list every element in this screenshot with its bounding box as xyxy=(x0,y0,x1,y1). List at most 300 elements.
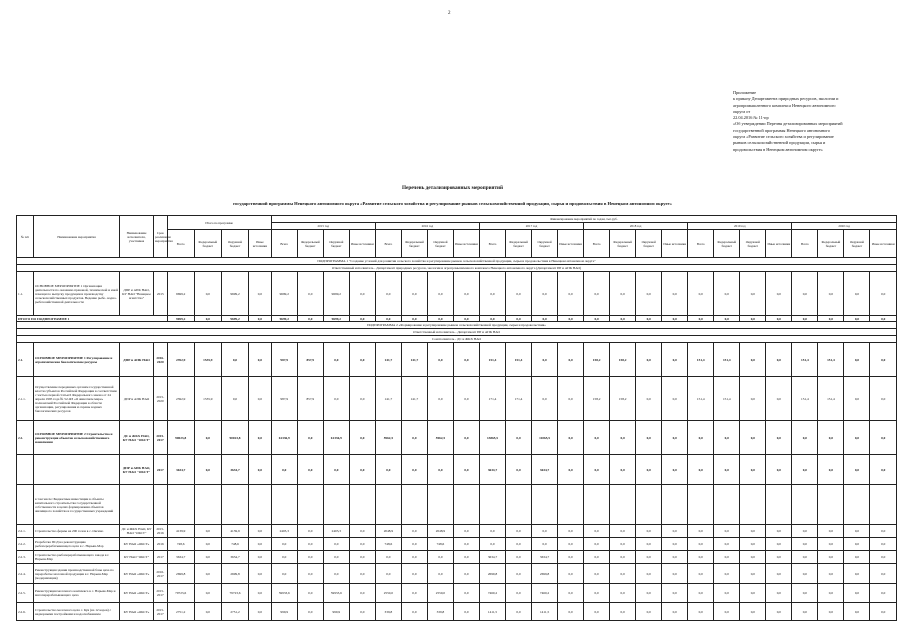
row-value: 0,0 xyxy=(427,551,453,564)
row-value: 0,0 xyxy=(714,551,740,564)
row-value: 0,0 xyxy=(844,603,870,621)
row-value: 0,0 xyxy=(558,584,584,603)
row-value: 0,0 xyxy=(688,603,714,621)
row-value: 0,0 xyxy=(323,564,349,584)
row-value: 0,0 xyxy=(662,455,688,485)
row-value: 0,0 xyxy=(740,377,766,421)
row-value: 0,0 xyxy=(870,272,897,316)
row-value: 5962,5 xyxy=(375,421,401,455)
row-value: 0,0 xyxy=(844,343,870,377)
row-name: ОСНОВНОЕ МЕРОПРИЯТИЕ 1 Организация деятельности по оказанию правовой, технической и иной помощи по выпуску продукции и производству сельскохозяйственных продуктов. Ведение рыбо- водно-рыбохозяйственной деятельности xyxy=(33,272,119,316)
row-value: 0,0 xyxy=(249,343,272,377)
row-value: 151,4 xyxy=(792,377,818,421)
table-row xyxy=(17,485,897,525)
row-value xyxy=(662,485,688,525)
row-executor: КУ НАО «ОКСТ» xyxy=(120,538,154,551)
row-value: 0,0 xyxy=(271,564,297,584)
row-value: 0,0 xyxy=(792,584,818,603)
header-subcolumn: Всего xyxy=(167,230,194,258)
row-value: 0,0 xyxy=(714,603,740,621)
total-value: 0,0 xyxy=(194,316,221,322)
row-value: 0,0 xyxy=(221,377,248,421)
header-subcolumn: Иные источники xyxy=(766,230,792,258)
row-value: 0,0 xyxy=(662,603,688,621)
row-value: 0,0 xyxy=(453,603,479,621)
row-value: 0,0 xyxy=(271,455,297,485)
row-number xyxy=(17,455,34,485)
row-value: 2048,9 xyxy=(427,525,453,538)
row-value: 2392,9 xyxy=(167,343,194,377)
row-value: 0,0 xyxy=(584,525,610,538)
row-value: 0,0 xyxy=(506,421,532,455)
row-value: 0,0 xyxy=(427,272,453,316)
row-value: 0,0 xyxy=(453,538,479,551)
row-value: 3634,7 xyxy=(221,455,248,485)
row-value: 0,0 xyxy=(584,603,610,621)
row-value: 1411,5 xyxy=(532,603,558,621)
row-number: 2.2. xyxy=(17,421,34,455)
row-value: 0,0 xyxy=(453,272,479,316)
row-value: 0,0 xyxy=(584,584,610,603)
row-value xyxy=(221,485,248,525)
row-value: 7460,2 xyxy=(532,584,558,603)
row-value: 0,0 xyxy=(636,377,662,421)
row-value: 0,0 xyxy=(610,421,636,455)
header-subcolumn: Федеральный бюджет xyxy=(401,230,427,258)
row-value: 0,0 xyxy=(870,538,897,551)
row-value: 0,0 xyxy=(271,551,297,564)
row-executor: КУ НАО «ОКСТ» xyxy=(120,584,154,603)
total-value: 9699,2 xyxy=(167,316,194,322)
row-value xyxy=(349,485,375,525)
row-value: 0,0 xyxy=(610,603,636,621)
row-value: 0,0 xyxy=(610,538,636,551)
table-row xyxy=(17,455,897,485)
total-value: 0,0 xyxy=(766,316,792,322)
row-value: 0,0 xyxy=(323,343,349,377)
header-term: Срок реализации мероприятия xyxy=(154,216,168,258)
row-value: 0,0 xyxy=(714,455,740,485)
header-year: 2019 год xyxy=(688,223,792,230)
row-value: 0,0 xyxy=(636,525,662,538)
row-value: 151,4 xyxy=(506,343,532,377)
row-value: 0,0 xyxy=(375,564,401,584)
row-value: 0,0 xyxy=(870,377,897,421)
row-value: 0,0 xyxy=(506,551,532,564)
row-value: 0,0 xyxy=(792,421,818,455)
row-term: 2017 xyxy=(154,455,168,485)
row-value: 4139,9 xyxy=(221,525,248,538)
total-value: 9699,2 xyxy=(221,316,248,322)
total-value: 0,0 xyxy=(532,316,558,322)
row-value: 61336,9 xyxy=(271,421,297,455)
row-value: 1535,9 xyxy=(194,377,221,421)
row-value: 5962,5 xyxy=(427,421,453,455)
row-value: 151,4 xyxy=(792,343,818,377)
row-value xyxy=(792,485,818,525)
row-value xyxy=(818,485,844,525)
row-term: 2015-2017 xyxy=(154,603,168,621)
row-value: 141,7 xyxy=(375,377,401,421)
header-year: 2018 год xyxy=(584,223,688,230)
row-value: 0,0 xyxy=(636,551,662,564)
row-name: Осуществление переданных органам государственной власти субъектов Российской Федерации в соответствии с частью первой статьи 6 Федерального закона от 24 апреля 1995 года № 52-ФЗ «О животном мире» полномочий Российской Федерации в области организации, регулирования и охраны водных биологических ресурсов xyxy=(33,377,119,421)
header-year: 2016 год xyxy=(375,223,479,230)
row-value: 0,0 xyxy=(844,584,870,603)
header-subcolumn: Федеральный бюджет xyxy=(610,230,636,258)
row-value: 2751,2 xyxy=(167,603,194,621)
total-value: 0,0 xyxy=(401,316,427,322)
row-value: 748,6 xyxy=(167,538,194,551)
row-value: 748,6 xyxy=(427,538,453,551)
row-value xyxy=(249,485,272,525)
row-value: 3634,7 xyxy=(479,551,505,564)
row-value: 0,0 xyxy=(558,421,584,455)
row-value: 0,0 xyxy=(636,272,662,316)
row-value: 151,4 xyxy=(714,377,740,421)
row-value: 0,0 xyxy=(636,603,662,621)
row-value: 0,0 xyxy=(453,584,479,603)
total-value: 0,0 xyxy=(349,316,375,322)
row-value: 0,0 xyxy=(740,603,766,621)
row-number xyxy=(17,485,34,525)
row-value: 0,0 xyxy=(610,272,636,316)
row-value: 0,0 xyxy=(766,455,792,485)
table-row xyxy=(17,551,897,564)
row-value: 0,0 xyxy=(792,455,818,485)
row-value: 0,0 xyxy=(740,272,766,316)
row-value: 0,0 xyxy=(714,272,740,316)
row-value: 0,0 xyxy=(870,455,897,485)
header-subcolumn: Федеральный бюджет xyxy=(194,230,221,258)
row-name: Строительство рыбоперерабатывающего завода в г. Нарьян-Мар xyxy=(33,551,119,564)
row-value: 0,0 xyxy=(453,377,479,421)
header-year: 2017 год xyxy=(479,223,583,230)
table-row xyxy=(17,603,897,621)
header-total-group: Итого по программе xyxy=(167,216,271,230)
row-term: 2015-2020 xyxy=(154,377,168,421)
header-subcolumn: Федеральный бюджет xyxy=(714,230,740,258)
document-title: Перечень детализированных мероприятий xyxy=(402,185,503,191)
row-value: 0,0 xyxy=(818,584,844,603)
row-name: в том числе: Бюджетные инвестиции в объекты капитального строительства государственной собственности в целях формирования объектов жилищного хозяйства и государственных учреждений xyxy=(33,485,119,525)
row-value: 0,0 xyxy=(766,343,792,377)
header-name: Наименование мероприятия xyxy=(33,216,119,258)
row-value: 0,0 xyxy=(792,551,818,564)
row-value: 0,0 xyxy=(688,455,714,485)
row-value: 3634,7 xyxy=(167,551,194,564)
row-value: 0,0 xyxy=(323,455,349,485)
row-value: 151,4 xyxy=(714,343,740,377)
row-value: 0,0 xyxy=(532,538,558,551)
row-value: 0,0 xyxy=(610,455,636,485)
table-row xyxy=(17,584,897,603)
row-value: 0,0 xyxy=(766,525,792,538)
total-value: 0,0 xyxy=(662,316,688,322)
row-value: 0,0 xyxy=(532,343,558,377)
row-value: 748,6 xyxy=(375,538,401,551)
total-value: 0,0 xyxy=(792,316,818,322)
row-value: 339,8 xyxy=(375,603,401,621)
row-value: 0,0 xyxy=(249,421,272,455)
header-subcolumn: Федеральный бюджет xyxy=(297,230,323,258)
row-value: 0,0 xyxy=(558,551,584,564)
row-value: 3634,7 xyxy=(221,551,248,564)
row-number: 2.2.6. xyxy=(17,603,34,621)
row-value: 0,0 xyxy=(249,564,272,584)
row-name: ОСНОВНОЕ МЕРОПРИЯТИЕ 2 Строительство и реконструкция объектов сельскохозяйственного назначения xyxy=(33,421,119,455)
row-value: 0,0 xyxy=(818,564,844,584)
row-value: 9699,2 xyxy=(323,272,349,316)
row-value: 0,0 xyxy=(740,538,766,551)
row-value xyxy=(297,485,323,525)
row-value: 0,0 xyxy=(870,564,897,584)
note-line: 22.04.2016 № 11-пр xyxy=(733,115,769,121)
row-value xyxy=(558,485,584,525)
document-subtitle: государственной программы Ненецкого автономного округа «Развитие сельского хозяйства и регулирование рынков сельскохозяйственной продукции, сырья и продовольствия в Ненецком автономном округе» xyxy=(233,201,672,206)
row-number: 1.1. xyxy=(17,272,34,316)
header-subcolumn: Иные источники xyxy=(453,230,479,258)
row-value: 0,0 xyxy=(271,538,297,551)
table-row xyxy=(17,538,897,551)
row-value: 0,0 xyxy=(636,584,662,603)
row-value: 171,4 xyxy=(506,377,532,421)
header-subcolumn: Окружной бюджет xyxy=(221,230,248,258)
row-value xyxy=(844,485,870,525)
row-value: 0,0 xyxy=(194,455,221,485)
row-name: Строительство молочного цеха с. Куя (на 12 коров) с надворными постройками и водоснабжением xyxy=(33,603,119,621)
row-value: 0,0 xyxy=(349,538,375,551)
row-value: 0,0 xyxy=(844,455,870,485)
header-subcolumn: Иные источники xyxy=(558,230,584,258)
row-value: 0,0 xyxy=(662,551,688,564)
row-value: 0,0 xyxy=(297,272,323,316)
row-value: 2403,3 xyxy=(323,525,349,538)
row-value: 0,0 xyxy=(401,603,427,621)
responsible-executor-row xyxy=(17,265,897,272)
row-value: 0,0 xyxy=(740,455,766,485)
row-value: 9699,2 xyxy=(167,272,194,316)
row-value: 0,0 xyxy=(584,564,610,584)
row-value: 0,0 xyxy=(610,584,636,603)
row-value: 0,0 xyxy=(349,564,375,584)
row-value: 0,0 xyxy=(249,538,272,551)
header-financing-group: Финансирование мероприятий по годам, тыс.руб. xyxy=(271,216,896,223)
responsible-executor: Ответственный исполнитель - Департамент природных ресурсов, экологии и агропромышленного комплекса Ненецкого автономного округа (Департамент ПР и АПК НАО) xyxy=(17,265,897,272)
row-value: 0,0 xyxy=(349,603,375,621)
header-number: № п/п xyxy=(17,216,34,258)
row-executor: ДС и ЖКХ НАО, КУ НАО "ОКСТ" xyxy=(120,421,154,455)
row-executor: ДПР и АПК НАО xyxy=(120,377,154,421)
row-value: 11065,5 xyxy=(532,421,558,455)
row-value: 0,0 xyxy=(688,551,714,564)
total-value: 0,0 xyxy=(249,316,272,322)
table-row xyxy=(17,272,897,316)
row-value: 0,0 xyxy=(636,564,662,584)
row-value: 0,0 xyxy=(636,538,662,551)
row-value: 987,9 xyxy=(271,377,297,421)
row-value: 339,8 xyxy=(427,603,453,621)
row-value: 0,0 xyxy=(297,525,323,538)
row-executor: ДС и ЖКХ НАО, КУ НАО "ОКСТ" xyxy=(120,525,154,538)
total-value: 0,0 xyxy=(297,316,323,322)
row-value: 748,6 xyxy=(221,538,248,551)
row-value xyxy=(636,485,662,525)
row-value: 0,0 xyxy=(249,525,272,538)
total-value: 0,0 xyxy=(636,316,662,322)
row-value: 0,0 xyxy=(194,525,221,538)
row-value xyxy=(740,485,766,525)
row-value xyxy=(766,485,792,525)
row-value: 0,0 xyxy=(249,455,272,485)
row-value: 0,0 xyxy=(662,343,688,377)
total-value: 0,0 xyxy=(375,316,401,322)
row-name: Реконструкция молочного комплекса в с. Нарьян-Мар и мясоперерабатывающего цеха xyxy=(33,584,119,603)
row-value: 0,0 xyxy=(194,551,221,564)
row-value: 0,0 xyxy=(740,343,766,377)
row-value: 0,0 xyxy=(740,525,766,538)
row-value: 0,0 xyxy=(844,564,870,584)
row-value: 0,0 xyxy=(349,455,375,485)
row-value: 171,4 xyxy=(479,377,505,421)
row-value: 0,0 xyxy=(844,551,870,564)
row-value xyxy=(271,485,297,525)
row-value: 0,0 xyxy=(610,525,636,538)
total-value: 0,0 xyxy=(453,316,479,322)
row-name: Реконструкция здания производственной базы цеха по переработке молочной продукции в г. Нарьян-Мар (модернизация) xyxy=(33,564,119,584)
row-value: 0,0 xyxy=(349,377,375,421)
row-value: 79723,6 xyxy=(167,584,194,603)
section-title: ПОДПРОГРАММА 2 «Формирование и регулирование рынков сельскохозяйственной продукции, сырья и продовольствия» xyxy=(17,322,897,329)
row-executor: КУ НАО «ОКСТ» xyxy=(120,603,154,621)
row-value: 141,7 xyxy=(375,343,401,377)
row-value: 2048,9 xyxy=(375,525,401,538)
page-number: 2 xyxy=(448,11,451,16)
row-value: 0,0 xyxy=(401,584,427,603)
row-value: 0,0 xyxy=(662,564,688,584)
row-term: 2015-2017 xyxy=(154,421,168,455)
row-value: 0,0 xyxy=(401,538,427,551)
note-line: округа «Развитие сельского хозяйства и регулирование xyxy=(733,134,834,140)
row-value: 0,0 xyxy=(636,343,662,377)
row-value: 0,0 xyxy=(610,551,636,564)
note-line: к приказу Департамента природных ресурсов, экологии и xyxy=(733,96,839,102)
row-value: 0,0 xyxy=(740,551,766,564)
row-value: 0,0 xyxy=(792,564,818,584)
header-subcolumn: Федеральный бюджет xyxy=(506,230,532,258)
row-value: 0,0 xyxy=(688,421,714,455)
row-value: 857,9 xyxy=(297,343,323,377)
header-executor: Наименование исполнителя, участников xyxy=(120,216,154,258)
row-value: 151,4 xyxy=(479,343,505,377)
row-value: 61336,9 xyxy=(323,421,349,455)
row-value: 158,2 xyxy=(584,377,610,421)
row-value: 0,0 xyxy=(558,564,584,584)
co-executor-row xyxy=(17,336,897,343)
row-value: 3634,7 xyxy=(479,455,505,485)
row-value: 0,0 xyxy=(870,551,897,564)
row-value: 0,0 xyxy=(532,377,558,421)
total-value: 0,0 xyxy=(714,316,740,322)
row-value: 2699,8 xyxy=(532,564,558,584)
row-value: 0,0 xyxy=(297,564,323,584)
note-line: государственной программы Ненецкого автономного xyxy=(733,127,831,133)
row-value: 0,0 xyxy=(818,538,844,551)
row-value: 0,0 xyxy=(584,551,610,564)
row-value: 0,0 xyxy=(297,455,323,485)
row-value: 0,0 xyxy=(792,603,818,621)
row-value: 0,0 xyxy=(662,377,688,421)
co-executor: Соисполнитель - ДС и ЖКХ НАО xyxy=(17,336,897,343)
row-value: 0,0 xyxy=(714,584,740,603)
row-value xyxy=(323,485,349,525)
row-value: 59933,6 xyxy=(323,584,349,603)
row-value: 0,0 xyxy=(427,455,453,485)
row-value: 0,0 xyxy=(740,421,766,455)
row-name xyxy=(33,455,119,485)
row-value: 0,0 xyxy=(297,584,323,603)
row-number: 2.2.3. xyxy=(17,551,34,564)
row-value xyxy=(610,485,636,525)
row-value: 0,0 xyxy=(558,343,584,377)
row-value: 0,0 xyxy=(249,551,272,564)
row-executor: ДПР и АПК НАО, КУ НАО "ОКСТ" xyxy=(120,455,154,485)
row-value: 0,0 xyxy=(662,584,688,603)
note-line: «Об утверждении Перечня детализированных мероприятий xyxy=(733,121,843,127)
row-value: 0,0 xyxy=(688,272,714,316)
row-value: 3634,7 xyxy=(532,455,558,485)
total-value: 0,0 xyxy=(870,316,897,322)
row-value: 2751,2 xyxy=(221,603,248,621)
row-number: 2.2.1. xyxy=(17,525,34,538)
row-value: 0,0 xyxy=(375,455,401,485)
total-value: 0,0 xyxy=(506,316,532,322)
note-line: агропромышленного комплекса Ненецкого автономного xyxy=(733,102,836,108)
row-value: 141,7 xyxy=(401,343,427,377)
row-value: 0,0 xyxy=(506,525,532,538)
row-value: 0,0 xyxy=(323,551,349,564)
row-value: 0,0 xyxy=(792,538,818,551)
total-value: 0,0 xyxy=(479,316,505,322)
row-value: 0,0 xyxy=(558,272,584,316)
row-value: 13865,5 xyxy=(479,421,505,455)
row-value: 0,0 xyxy=(558,538,584,551)
row-value: 0,0 xyxy=(766,377,792,421)
row-value: 0,0 xyxy=(740,564,766,584)
row-value: 0,0 xyxy=(558,525,584,538)
row-value xyxy=(479,485,505,525)
row-value: 0,0 xyxy=(766,603,792,621)
header-subcolumn: Окружной бюджет xyxy=(427,230,453,258)
row-value: 0,0 xyxy=(427,564,453,584)
row-value: 0,0 xyxy=(766,421,792,455)
row-value: 0,0 xyxy=(870,584,897,603)
row-value: 0,0 xyxy=(297,421,323,455)
row-value: 141,7 xyxy=(401,377,427,421)
row-value: 0,0 xyxy=(818,603,844,621)
row-term xyxy=(154,485,168,525)
header-subcolumn: Всего xyxy=(271,230,297,258)
row-name: Разработка ПСД на реконструкцию рыбоперерабатывающего цеха в с. Нарьян-Мар xyxy=(33,538,119,551)
total-label: ИТОГО ПО ПОДПРОГРАММЕ 1 xyxy=(17,316,168,322)
row-value: 0,0 xyxy=(349,525,375,538)
header-subcolumn: Всего xyxy=(792,230,818,258)
row-value: 0,0 xyxy=(714,564,740,584)
row-value xyxy=(375,485,401,525)
row-value: 151,4 xyxy=(688,343,714,377)
row-executor: КУ НАО «ОКСТ» xyxy=(120,564,154,584)
row-value: 90023,8 xyxy=(167,421,194,455)
